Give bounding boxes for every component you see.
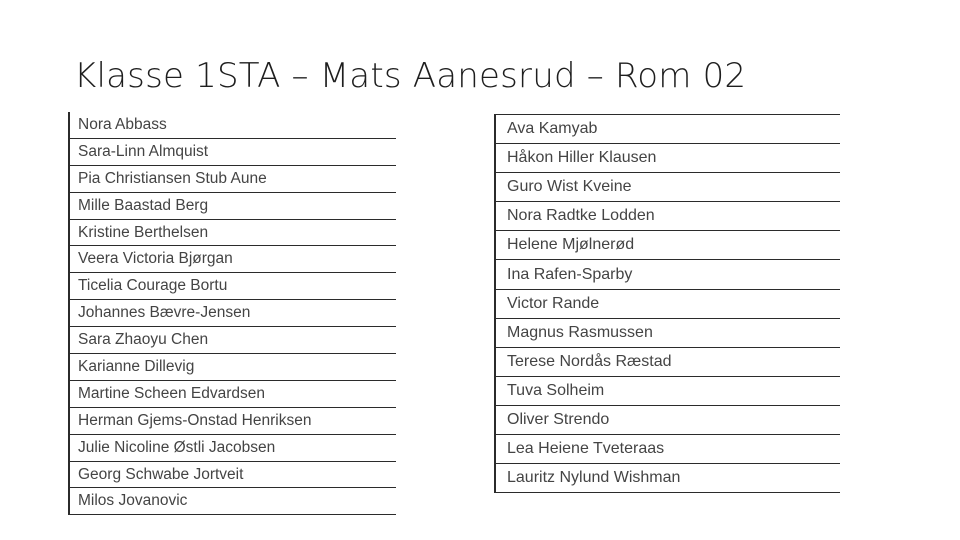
- table-row: [69, 273, 396, 300]
- table-row: [495, 318, 840, 347]
- student-name: Lea Heiene Tveteraas: [495, 435, 840, 464]
- table-row: [495, 115, 840, 144]
- table-row: [495, 464, 840, 493]
- table-row: [69, 138, 396, 165]
- table-row: [495, 289, 840, 318]
- student-name: Håkon Hiller Klausen: [495, 144, 840, 173]
- student-name: Georg Schwabe Jortveit: [69, 461, 396, 488]
- student-table-left: [68, 112, 396, 515]
- table-row: [69, 112, 396, 138]
- student-name: Sara Zhaoyu Chen: [69, 327, 396, 354]
- student-name: Mille Baastad Berg: [69, 192, 396, 219]
- student-name: Herman Gjems-Onstad Henriksen: [69, 407, 396, 434]
- table-row: [69, 380, 396, 407]
- table-row: [69, 354, 396, 381]
- student-name: Milos Jovanovic: [69, 488, 396, 515]
- table-row: [495, 376, 840, 405]
- student-name: Veera Victoria Bjørgan: [69, 246, 396, 273]
- table-row: [69, 488, 396, 515]
- table-row: [69, 219, 396, 246]
- student-name: Ava Kamyab: [495, 115, 840, 144]
- table-row: [69, 434, 396, 461]
- slide-title: Klasse 1STA – Mats Aanesrud – Rom 02: [74, 56, 747, 96]
- table-row: [495, 405, 840, 434]
- table-row: [495, 435, 840, 464]
- student-name: Johannes Bævre-Jensen: [69, 300, 396, 327]
- student-name: Nora Radtke Lodden: [495, 202, 840, 231]
- table-row: [495, 202, 840, 231]
- table-row: [69, 461, 396, 488]
- table-row: [495, 173, 840, 202]
- student-name: Helene Mjølnerød: [495, 231, 840, 260]
- student-name: Guro Wist Kveine: [495, 173, 840, 202]
- table-row: [495, 231, 840, 260]
- table-row: [69, 300, 396, 327]
- student-name: Magnus Rasmussen: [495, 318, 840, 347]
- student-table-right: [494, 114, 840, 493]
- student-name: Martine Scheen Edvardsen: [69, 380, 396, 407]
- table-row: [495, 260, 840, 289]
- student-name: Julie Nicoline Østli Jacobsen: [69, 434, 396, 461]
- student-name: Tuva Solheim: [495, 376, 840, 405]
- student-name: Karianne Dillevig: [69, 354, 396, 381]
- student-name: Ticelia Courage Bortu: [69, 273, 396, 300]
- student-name: Victor Rande: [495, 289, 840, 318]
- student-name: Ina Rafen-Sparby: [495, 260, 840, 289]
- student-name: Sara-Linn Almquist: [69, 138, 396, 165]
- table-row: [495, 347, 840, 376]
- student-name: Oliver Strendo: [495, 405, 840, 434]
- table-row: [69, 327, 396, 354]
- table-row: [69, 165, 396, 192]
- table-row: [69, 246, 396, 273]
- table-row: [69, 192, 396, 219]
- table-row: [495, 144, 840, 173]
- student-name: Lauritz Nylund Wishman: [495, 464, 840, 493]
- student-name: Nora Abbass: [69, 112, 396, 138]
- student-name: Pia Christiansen Stub Aune: [69, 165, 396, 192]
- student-name: Terese Nordås Ræstad: [495, 347, 840, 376]
- student-name: Kristine Berthelsen: [69, 219, 396, 246]
- table-row: [69, 407, 396, 434]
